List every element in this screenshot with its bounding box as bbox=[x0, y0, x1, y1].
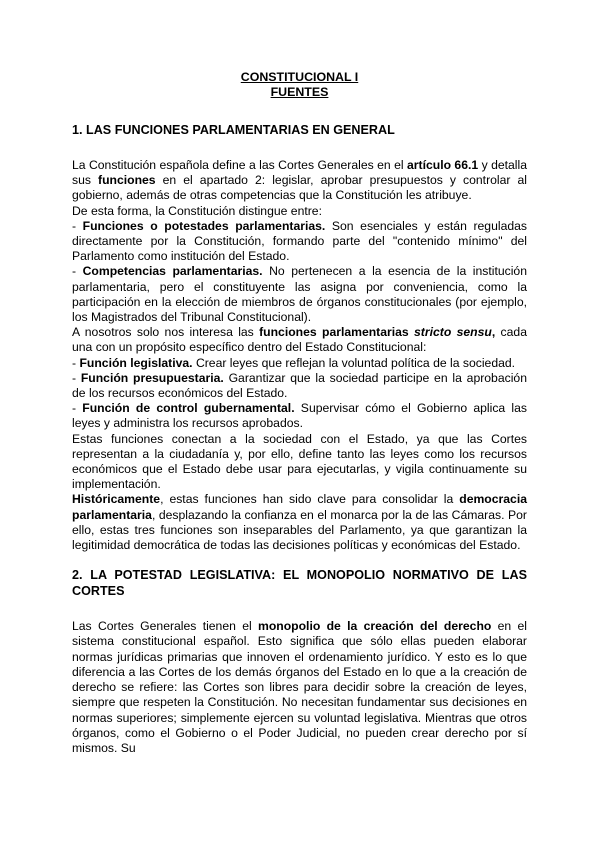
document-subtitle: FUENTES bbox=[270, 85, 329, 99]
section-1-paragraph-3: A nosotros solo nos interesa las funciones parlamentarias stricto sensu, cada una con un propósito específico dentro del Estado Constitucional: bbox=[72, 325, 527, 355]
section-1-list-item-5: - Función de control gubernamental. Supervisar cómo el Gobierno aplica las leyes y administra los recursos aprobados. bbox=[72, 401, 527, 431]
section-1-paragraph-1: La Constitución española define a las Cortes Generales en el artículo 66.1 y detalla sus funciones en el apartado 2: legislar, aprobar presupuestos y controlar al gobierno, además de otras competencias que la Constitución les atribuye. bbox=[72, 158, 527, 203]
section-1-list-item-2: - Competencias parlamentarias. No pertenecen a la esencia de la institución parlamentaria, pero el constituyente las asigna por conveniencia, como la participación en la elección de miembros de órganos constitucionales (por ejemplo, los Magistrados del Tribunal Constitucional). bbox=[72, 264, 527, 325]
section-1-paragraph-4: Estas funciones conectan a la sociedad con el Estado, ya que las Cortes representan a la ciudadanía y, por ello, define tanto las leyes como los recursos económicos que el Estado debe usar para ejecutarlas, y vigila continuamente su implementación. bbox=[72, 431, 527, 492]
section-1-list-item-3: - Función legislativa. Crear leyes que reflejan la voluntad política de la sociedad. bbox=[72, 355, 516, 370]
document-page bbox=[72, 70, 527, 756]
section-1-list-item-4: - Función presupuestaria. Garantizar que la sociedad participe en la aprobación de los recursos económicos del Estado. bbox=[72, 370, 527, 401]
section-2-heading: 2. LA POTESTAD LEGISLATIVA: EL MONOPOLIO NORMATIVO DE LAS CORTES bbox=[72, 568, 527, 599]
section-1-paragraph-5: Históricamente, estas funciones han sido clave para consolidar la democracia parlamentaria, desplazando la confianza en el monarca por la de las Cámaras. Por ello, estas tres funciones son inseparables del Parlamento, ya que garantizan la legitimidad democrática de todas las decisiones políticas y económicas del Estado. bbox=[72, 492, 527, 553]
section-1-list-item-1: - Funciones o potestades parlamentarias. Son esenciales y están reguladas directamente por la Constitución, formando parte del "contenido mínimo" del Parlamento como institución del Estado. bbox=[72, 218, 527, 264]
section-1-paragraph-2: De esta forma, la Constitución distingue entre: bbox=[72, 203, 322, 218]
section-1-heading: 1. LAS FUNCIONES PARLAMENTARIAS EN GENERAL bbox=[72, 123, 395, 137]
document-title: CONSTITUCIONAL I bbox=[240, 70, 359, 84]
section-2-paragraph-1: Las Cortes Generales tienen el monopolio de la creación del derecho en el sistema constitucional español. Esto significa que sólo ellas pueden elaborar normas jurídicas primarias que innoven el ordenamiento jurídico. Y esto es lo que diferencia a las Cortes de los demás órganos del Estado en lo que a la creación de derecho se refiere: las Cortes son libres para decidir sobre la creación de leyes, siempre que respeten la Constitución. No necesitan fundamentar sus decisiones en normas superiores; simplemente ejercen su voluntad legislativa. Mientras que otros órganos, como el Gobierno o el Poder Judicial, no pueden crear derecho por sí mismos. Su bbox=[72, 619, 527, 755]
